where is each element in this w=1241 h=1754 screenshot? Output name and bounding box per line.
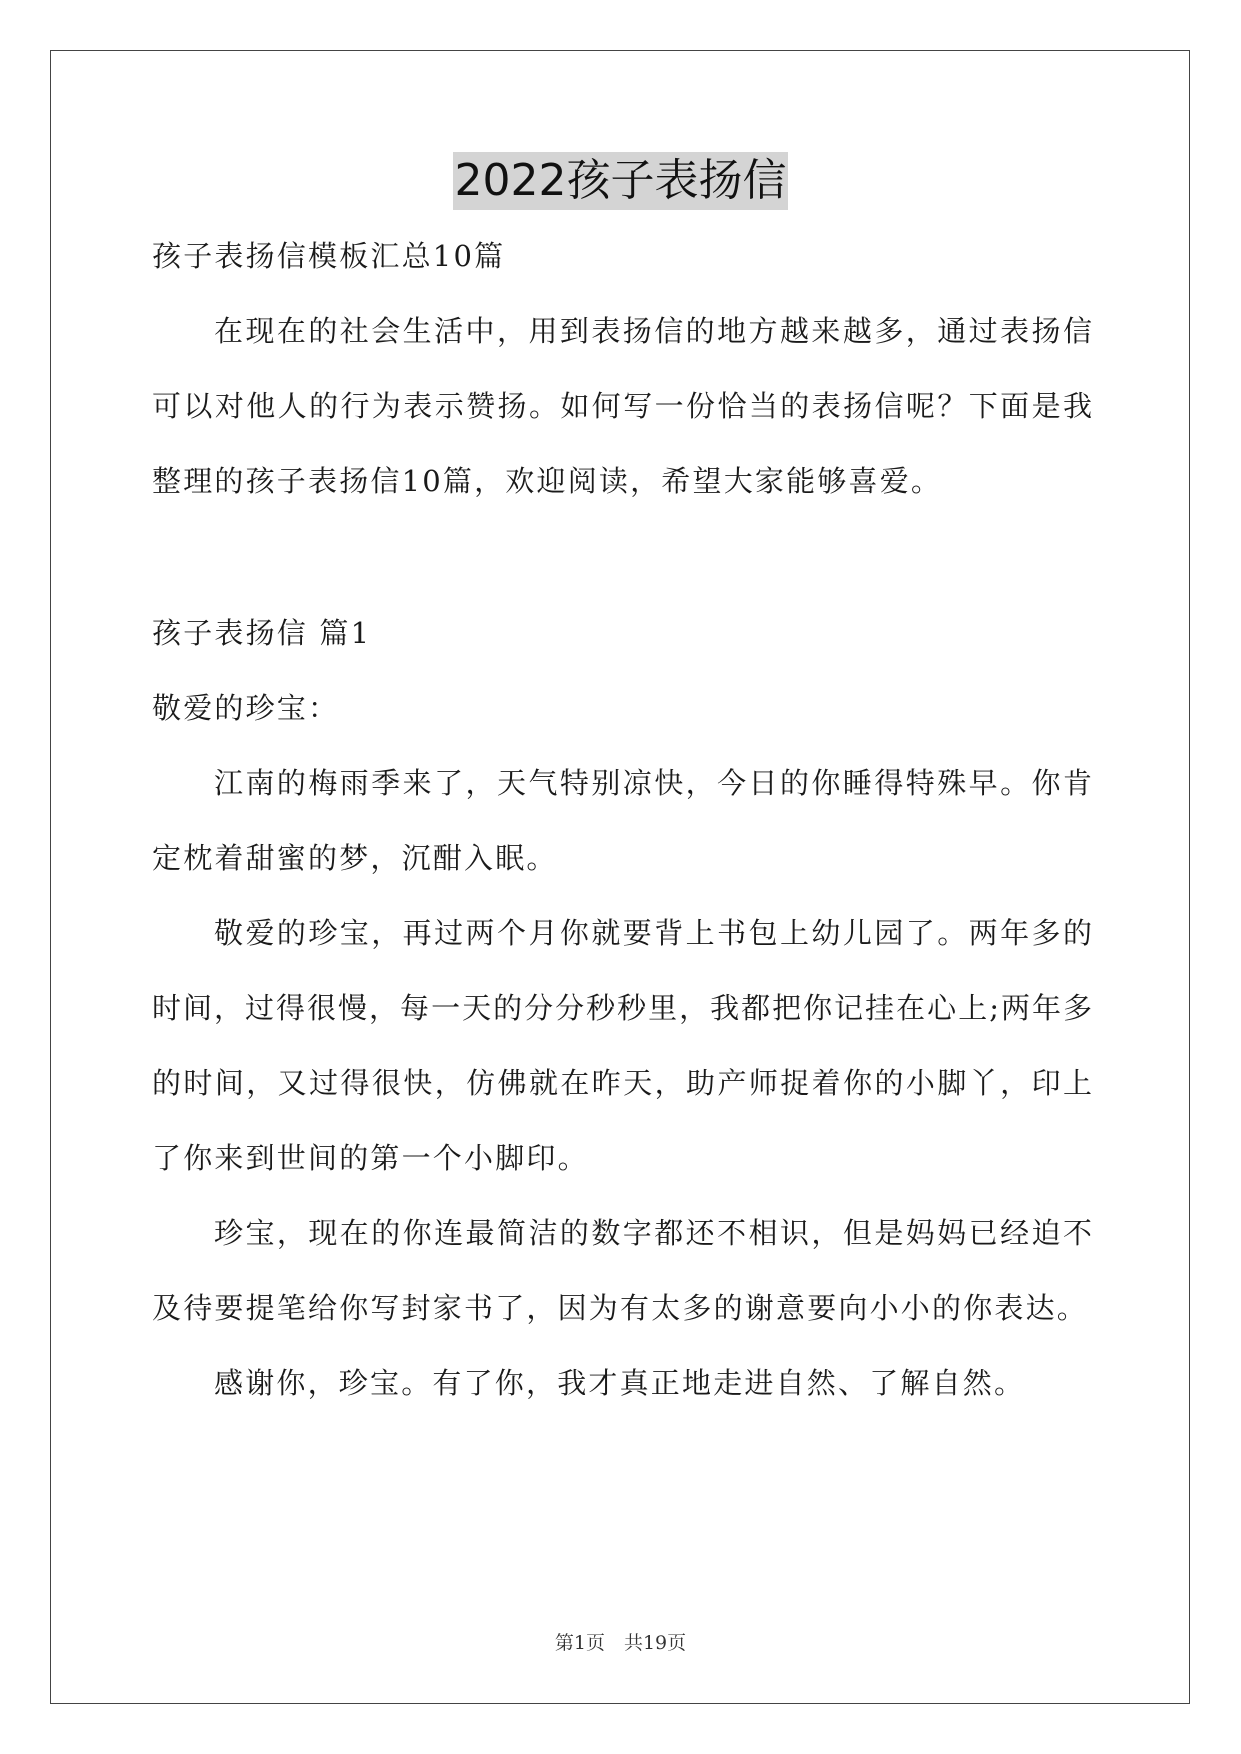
document-title: 2022孩子表扬信: [453, 152, 789, 210]
intro-line-2: 可以对他人的行为表示赞扬。如何写一份恰当的表扬信呢？下面是我: [152, 389, 1092, 423]
intro-line-1: 在现在的社会生活中，用到表扬信的地方越来越多，通过表扬信: [214, 314, 1092, 348]
section-heading: 孩子表扬信 篇1: [152, 616, 372, 650]
para4-line-1: 感谢你，珍宝。有了你，我才真正地走进自然、了解自然。: [214, 1366, 1026, 1400]
page-number: 第1页 共19页: [554, 1632, 687, 1654]
para2-line-1: 敬爱的珍宝，再过两个月你就要背上书包上幼儿园了。两年多的: [214, 916, 1092, 950]
para2-line-3: 的时间，又过得很快，仿佛就在昨天，助产师捉着你的小脚丫，印上: [152, 1066, 1092, 1100]
document-subtitle: 孩子表扬信模板汇总10篇: [152, 239, 506, 273]
para3-line-1: 珍宝，现在的你连最简洁的数字都还不相识，但是妈妈已经迫不: [214, 1216, 1092, 1250]
title-container: [0, 152, 1241, 210]
para1-line-2: 定枕着甜蜜的梦，沉酣入眠。: [152, 841, 558, 875]
para1-line-1: 江南的梅雨季来了，天气特别凉快，今日的你睡得特殊早。你肯: [214, 766, 1092, 800]
para2-line-2: 时间，过得很慢，每一天的分分秒秒里，我都把你记挂在心上;两年多: [152, 991, 1092, 1025]
para2-line-4: 了你来到世间的第一个小脚印。: [152, 1141, 589, 1175]
salutation: 敬爱的珍宝：: [152, 691, 340, 725]
intro-line-3: 整理的孩子表扬信10篇，欢迎阅读，希望大家能够喜爱。: [152, 464, 943, 498]
para3-line-2: 及待要提笔给你写封家书了，因为有太多的谢意要向小小的你表达。: [152, 1291, 1089, 1325]
